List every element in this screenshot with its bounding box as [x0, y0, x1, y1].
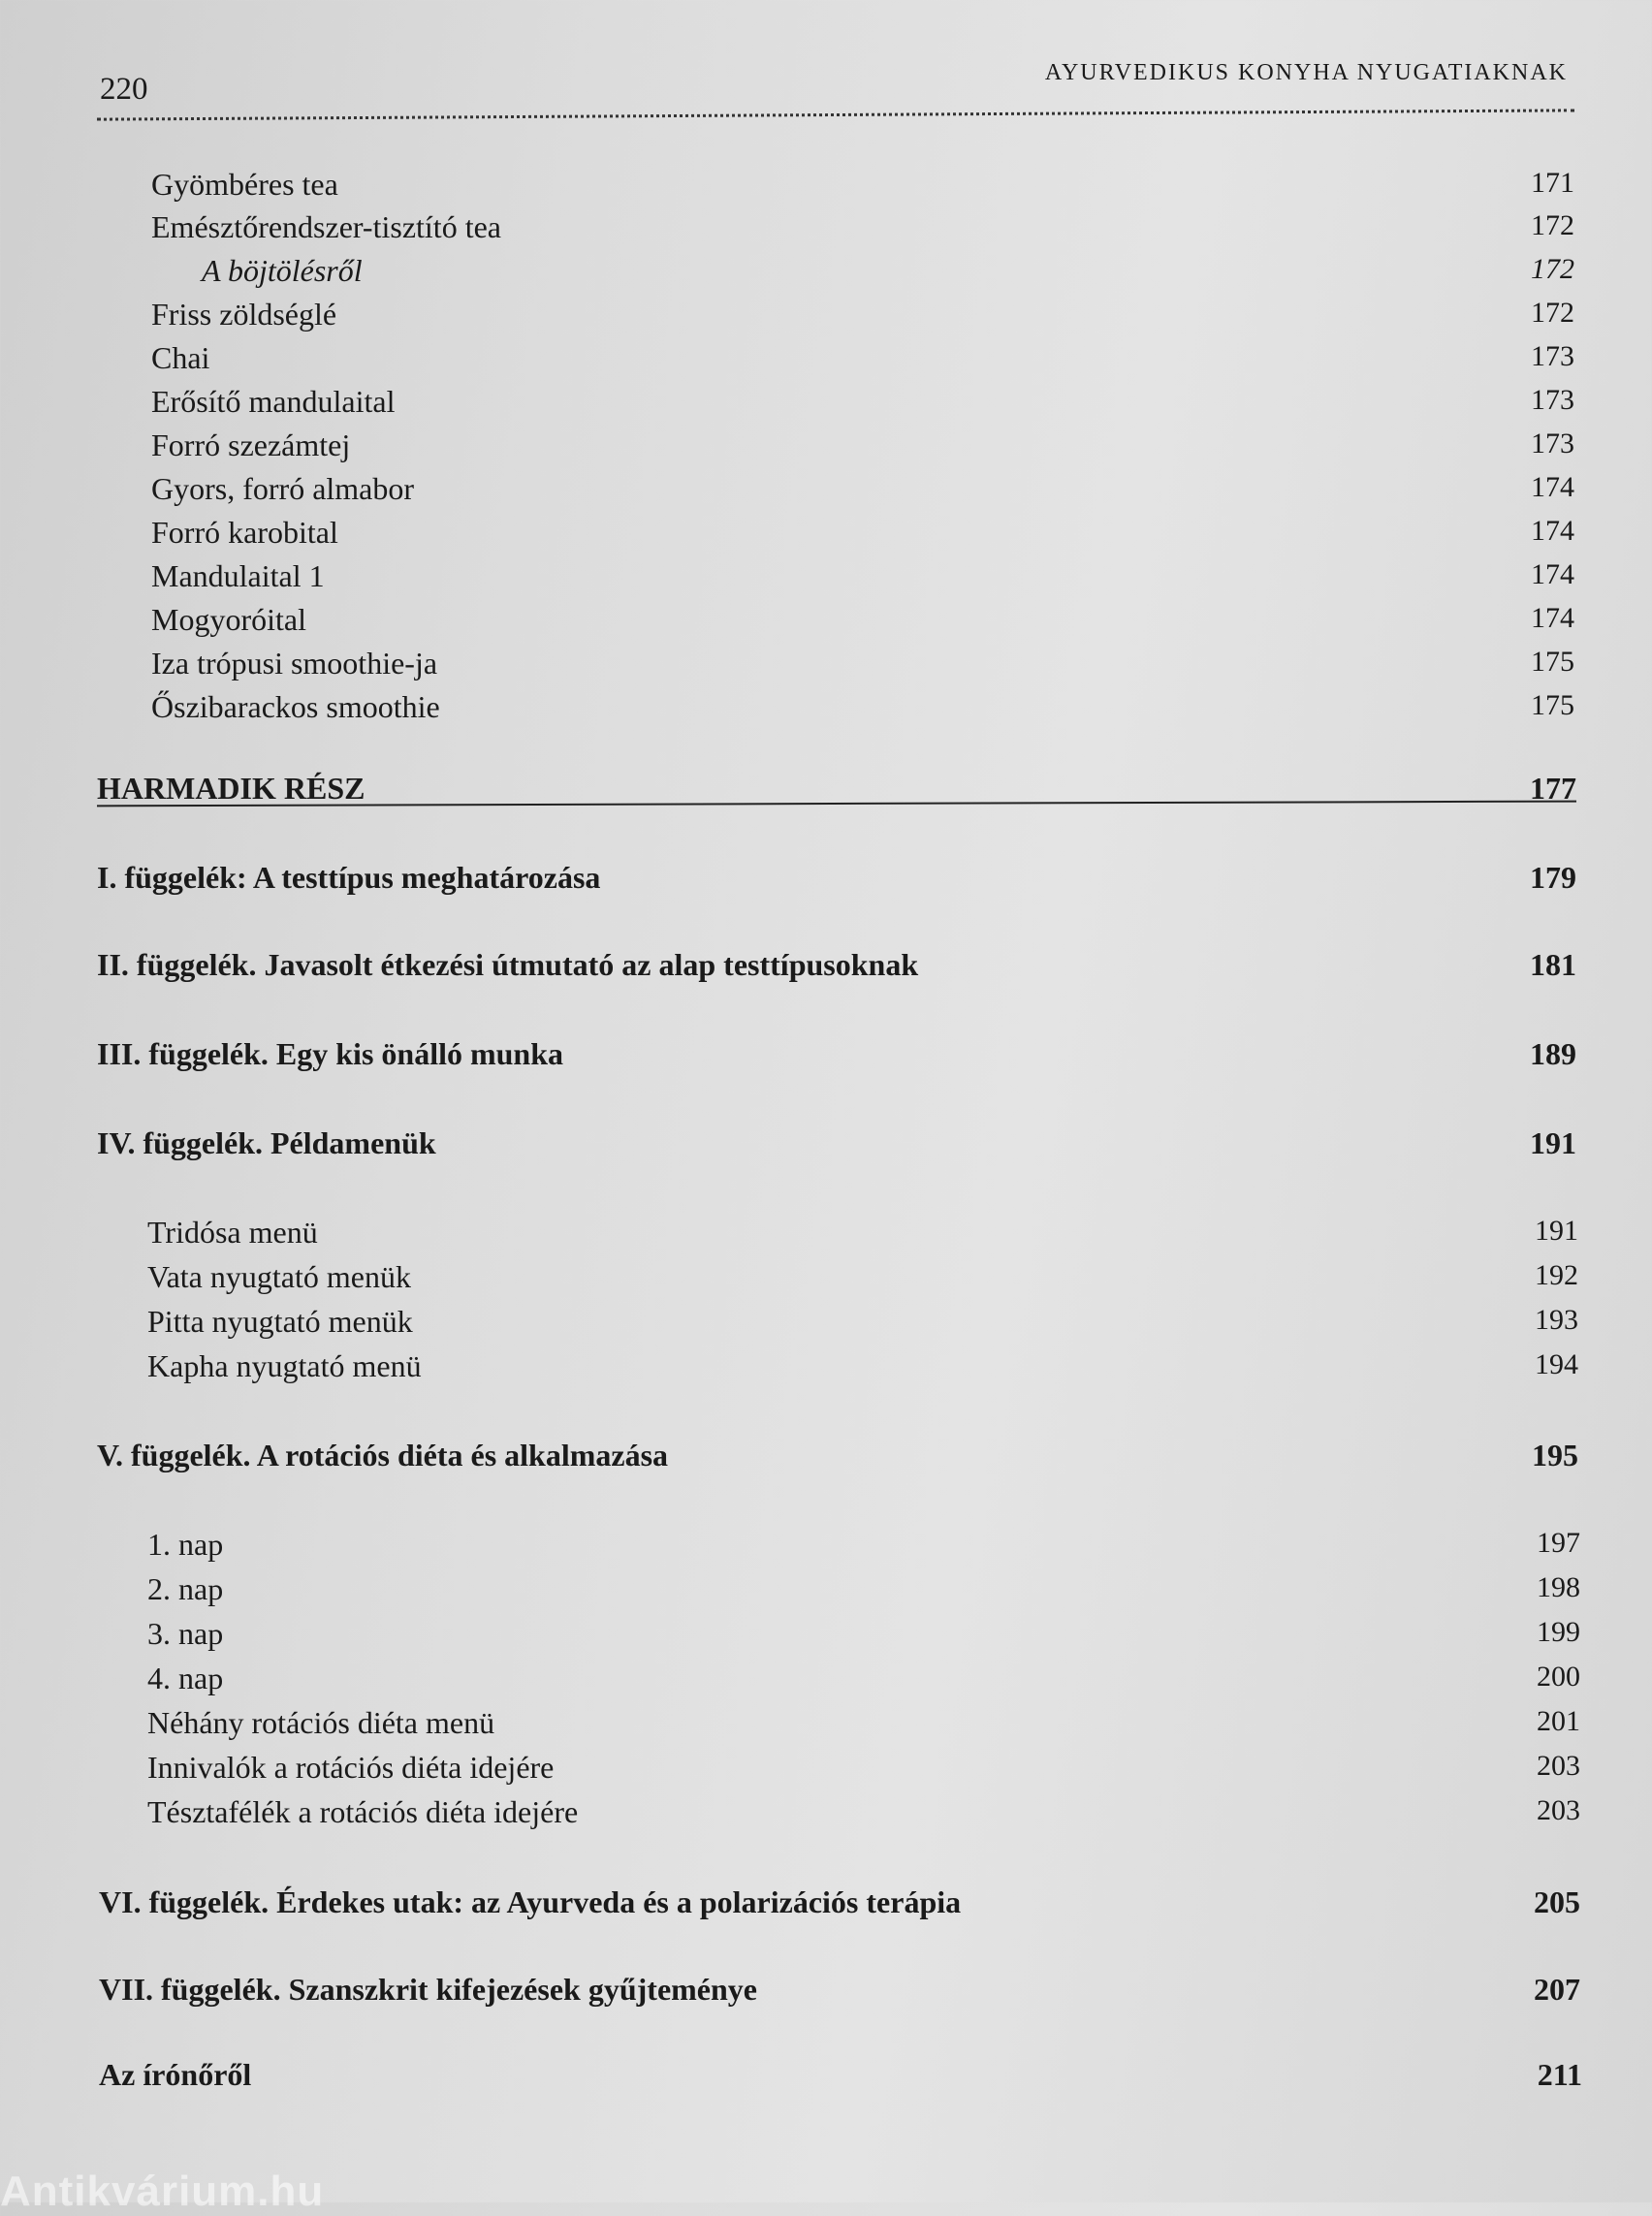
toc-entry — [0, 384, 1652, 427]
toc-entry — [0, 1215, 1652, 1257]
toc-entry-page: 203 — [1537, 1750, 1580, 1782]
toc-entry-page: 198 — [1537, 1571, 1580, 1603]
toc-entry — [0, 1750, 1652, 1792]
toc-appendix-title: V. függelék. A rotációs diéta és alkalmazása — [97, 1438, 669, 1472]
toc-entry-title: Néhány rotációs diéta menü — [147, 1705, 495, 1740]
toc-entry — [0, 1794, 1652, 1837]
toc-entry — [0, 167, 1652, 209]
part-heading — [0, 771, 1652, 813]
toc-entry-page: 203 — [1537, 1794, 1580, 1826]
toc-entry — [0, 558, 1652, 601]
toc-appendix-page: 181 — [1530, 947, 1576, 982]
toc-entry — [0, 471, 1652, 514]
toc-appendix — [0, 1972, 1652, 2014]
toc-appendix-title: VI. függelék. Érdekes utak: az Ayurveda és a polarizációs terápia — [99, 1884, 962, 1919]
toc-entry-page: 201 — [1537, 1705, 1580, 1737]
dotted-rule — [97, 109, 1574, 120]
toc-appendix-title: IV. függelék. Példamenük — [97, 1125, 436, 1160]
toc-entry-page: 171 — [1531, 167, 1574, 199]
toc-entry-page: 199 — [1537, 1616, 1580, 1648]
toc-appendix — [0, 1438, 1652, 1480]
toc-appendix-title: VII. függelék. Szanszkrit kifejezések gyűjteménye — [99, 1972, 757, 2007]
toc-appendix-title: III. függelék. Egy kis önálló munka — [97, 1036, 564, 1071]
toc-entry — [0, 602, 1652, 645]
toc-appendix — [0, 860, 1652, 902]
toc-entry — [0, 1304, 1652, 1346]
toc-entry — [0, 297, 1652, 339]
toc-entry-title: Pitta nyugtató menük — [147, 1304, 413, 1339]
toc-appendix-page: 189 — [1530, 1036, 1576, 1071]
toc-entry — [0, 1571, 1652, 1614]
toc-entry-page: 194 — [1535, 1348, 1578, 1380]
toc-entry-title: 3. nap — [147, 1616, 224, 1651]
toc-entry-page: 173 — [1531, 340, 1574, 372]
toc-entry-page: 174 — [1531, 602, 1574, 634]
toc-entry-page: 172 — [1531, 209, 1574, 241]
toc-entry-page: 174 — [1531, 515, 1574, 547]
toc-appendix — [0, 1036, 1652, 1079]
toc-entry — [0, 209, 1652, 252]
toc-entry — [0, 1616, 1652, 1659]
toc-entry-title: Innivalók a rotációs diéta idejére — [147, 1750, 555, 1785]
toc-appendix-page: 179 — [1530, 860, 1576, 895]
toc-entry-title: A böjtölésről — [202, 253, 363, 288]
toc-entry — [0, 1259, 1652, 1302]
toc-entry-page: 197 — [1537, 1527, 1580, 1559]
toc-entry-title: Iza trópusi smoothie-ja — [151, 646, 438, 681]
page-number: 220 — [100, 72, 148, 107]
toc-entry-page: 175 — [1531, 646, 1574, 678]
toc-entry-page: 173 — [1531, 427, 1574, 459]
toc-entry — [0, 1527, 1652, 1569]
toc-entry-title: Erősítő mandulaital — [151, 384, 396, 419]
toc-entry-page: 200 — [1537, 1661, 1580, 1693]
toc-entry-page: 172 — [1531, 297, 1574, 329]
toc-entry-title: Tridósa menü — [147, 1215, 318, 1250]
toc-entry — [0, 515, 1652, 557]
part-title: HARMADIK RÉSZ — [97, 771, 365, 806]
toc-entry-title: 1. nap — [147, 1527, 224, 1562]
toc-entry-page: 174 — [1531, 558, 1574, 590]
toc-entry-title: Emésztőrendszer-tisztító tea — [151, 209, 501, 244]
toc-entry-title: Tésztafélék a rotációs diéta idejére — [147, 1794, 579, 1829]
part-page: 177 — [1530, 771, 1576, 806]
toc-appendix-page: 195 — [1532, 1438, 1578, 1472]
toc-entry — [0, 646, 1652, 688]
toc-entry — [0, 1661, 1652, 1703]
toc-entry-page: 192 — [1535, 1259, 1578, 1291]
toc-entry-title: Mogyoróital — [151, 602, 306, 637]
watermark: Antikvárium.hu — [0, 2168, 325, 2215]
toc-appendix — [0, 1125, 1652, 1168]
toc-appendix-page: 191 — [1530, 1125, 1576, 1160]
toc-entry — [0, 340, 1652, 383]
toc-appendix-title: I. függelék: A testtípus meghatározása — [97, 860, 601, 895]
toc-entry-title: Őszibarackos smoothie — [151, 689, 440, 724]
toc-appendix-page: 205 — [1534, 1884, 1580, 1919]
running-title: AYURVEDIKUS KONYHA NYUGATIAKNAK — [1044, 60, 1568, 85]
toc-entry-title: 2. nap — [147, 1571, 224, 1606]
toc-appendix — [0, 1884, 1652, 1927]
toc-entry — [0, 1348, 1652, 1391]
toc-appendix-page: 207 — [1534, 1972, 1580, 2007]
toc-entry — [0, 427, 1652, 470]
toc-entry-page: 172 — [1531, 253, 1574, 285]
toc-entry-page: 174 — [1531, 471, 1574, 503]
toc-entry-page: 193 — [1535, 1304, 1578, 1336]
toc-appendix — [0, 2057, 1652, 2100]
toc-entry-page: 173 — [1531, 384, 1574, 416]
toc-appendix-page: 211 — [1537, 2057, 1582, 2092]
toc-entry-title: Chai — [151, 340, 210, 375]
toc-entry-title: 4. nap — [147, 1661, 224, 1695]
toc-entry-title: Mandulaital 1 — [151, 558, 325, 593]
toc-entry-title: Friss zöldséglé — [151, 297, 337, 332]
toc-entry — [0, 253, 1652, 296]
toc-entry-title: Gyömbéres tea — [151, 167, 338, 202]
toc-entry-page: 191 — [1535, 1215, 1578, 1247]
toc-entry-title: Vata nyugtató menük — [147, 1259, 411, 1294]
toc-entry-title: Forró szezámtej — [151, 427, 351, 462]
toc-entry — [0, 1705, 1652, 1748]
toc-entry-title: Gyors, forró almabor — [151, 471, 415, 506]
toc-entry-page: 175 — [1531, 689, 1574, 721]
toc-appendix-title: II. függelék. Javasolt étkezési útmutató az alap testtípusoknak — [97, 947, 919, 982]
toc-entry-title: Forró karobital — [151, 515, 338, 550]
toc-appendix — [0, 947, 1652, 990]
toc-entry — [0, 689, 1652, 732]
toc-appendix-title: Az írónőről — [99, 2057, 252, 2092]
toc-entry-title: Kapha nyugtató menü — [147, 1348, 422, 1383]
